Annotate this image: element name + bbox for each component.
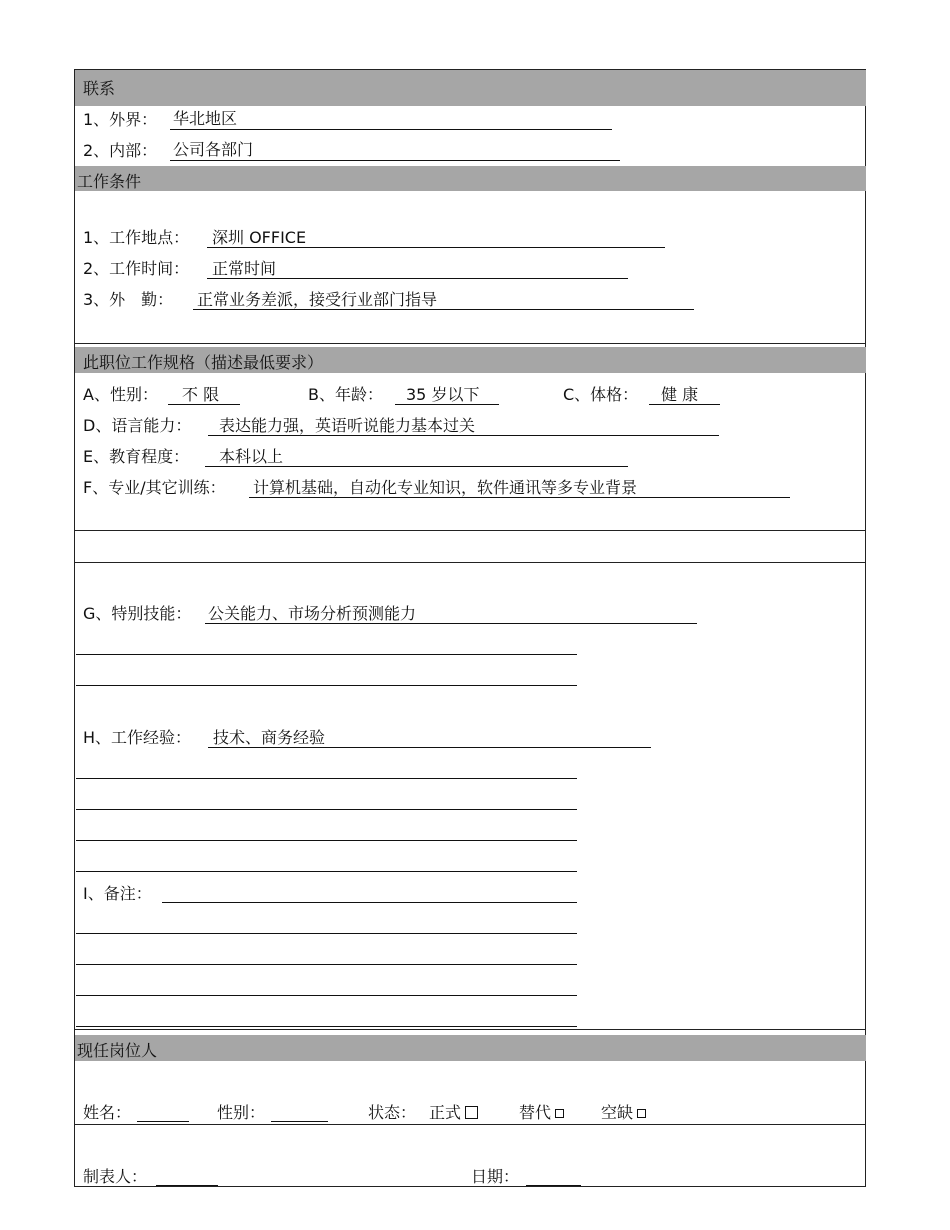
status-substitute-checkbox[interactable] — [555, 1109, 564, 1118]
preparer-label: 制表人： — [83, 1167, 148, 1186]
external-value: 华北地区 — [173, 109, 238, 128]
travel-label: 3、外 勤： — [83, 290, 174, 309]
date-field[interactable] — [526, 1185, 581, 1186]
experience-label: H、工作经验： — [83, 728, 192, 747]
training-value: 计算机基础，自动化专业知识，软件通讯等多专业背景 — [253, 478, 638, 497]
spec-heading: 此职位工作规格（描述最低要求） — [83, 353, 324, 372]
training-field[interactable] — [249, 497, 790, 498]
age-label: B、年龄： — [308, 385, 383, 404]
conditions-heading: 工作条件 — [77, 172, 142, 191]
name-field[interactable] — [137, 1121, 189, 1122]
skills-value: 公关能力、市场分析预测能力 — [208, 604, 417, 623]
experience-line[interactable] — [76, 871, 577, 872]
remarks-field[interactable] — [162, 902, 577, 903]
remarks-line[interactable] — [76, 995, 577, 996]
form-frame — [74, 69, 866, 1187]
skills-line[interactable] — [76, 685, 577, 686]
conditions-header — [75, 166, 866, 191]
incumbent-heading: 现任岗位人 — [77, 1041, 158, 1060]
language-value: 表达能力强，英语听说能力基本过关 — [219, 416, 476, 435]
status-vacant[interactable] — [601, 1104, 646, 1122]
travel-value: 正常业务差派，接受行业部门指导 — [197, 290, 438, 309]
physique-label: C、体格： — [563, 385, 639, 404]
divider — [75, 562, 866, 563]
physique-value: 健 康 — [661, 385, 699, 404]
internal-field[interactable] — [170, 160, 620, 161]
hours-field[interactable] — [207, 278, 628, 279]
age-value: 35 岁以下 — [406, 385, 480, 404]
hours-value: 正常时间 — [212, 259, 277, 278]
divider — [75, 1029, 866, 1030]
skills-field[interactable] — [205, 623, 697, 624]
experience-line[interactable] — [76, 809, 577, 810]
incumbent-gender-field[interactable] — [271, 1121, 328, 1122]
preparer-field[interactable] — [156, 1185, 218, 1186]
status-substitute-label: 替代 — [519, 1103, 552, 1122]
status-formal-checkbox[interactable] — [465, 1106, 478, 1119]
location-label: 1、工作地点： — [83, 228, 190, 247]
status-vacant-label: 空缺 — [601, 1103, 634, 1122]
contact-header — [75, 70, 866, 106]
date-label: 日期： — [471, 1167, 520, 1186]
external-field[interactable] — [170, 129, 612, 130]
age-field[interactable] — [395, 404, 499, 405]
external-label: 1、外界： — [83, 110, 158, 129]
gender-label: A、性别： — [83, 385, 158, 404]
status-formal[interactable] — [429, 1104, 478, 1122]
experience-line[interactable] — [76, 840, 577, 841]
experience-field[interactable] — [208, 747, 651, 748]
incumbent-header — [75, 1035, 866, 1061]
name-label: 姓名： — [83, 1103, 132, 1122]
divider — [75, 530, 866, 531]
language-field[interactable] — [208, 435, 719, 436]
internal-value: 公司各部门 — [173, 140, 254, 159]
remarks-line[interactable] — [76, 1026, 577, 1027]
skills-label: G、特别技能： — [83, 604, 192, 623]
remarks-label: I、备注： — [83, 884, 152, 903]
remarks-line[interactable] — [76, 964, 577, 965]
status-substitute[interactable] — [519, 1104, 564, 1122]
remarks-line[interactable] — [76, 933, 577, 934]
training-label: F、专业/其它训练： — [83, 478, 226, 497]
travel-field[interactable] — [193, 309, 694, 310]
location-field[interactable] — [207, 247, 665, 248]
status-vacant-checkbox[interactable] — [637, 1109, 646, 1118]
skills-line[interactable] — [76, 654, 577, 655]
physique-field[interactable] — [649, 404, 720, 405]
experience-value: 技术、商务经验 — [213, 728, 326, 747]
hours-label: 2、工作时间： — [83, 259, 190, 278]
divider — [75, 343, 866, 344]
contact-heading: 联系 — [83, 79, 116, 98]
internal-label: 2、内部： — [83, 141, 158, 160]
education-value: 本科以上 — [219, 447, 284, 466]
status-formal-label: 正式 — [429, 1103, 462, 1122]
status-label: 状态： — [368, 1103, 417, 1122]
divider — [75, 1124, 866, 1125]
education-label: E、教育程度： — [83, 447, 190, 466]
language-label: D、语言能力： — [83, 416, 192, 435]
education-field[interactable] — [205, 466, 628, 467]
location-value: 深圳 OFFICE — [212, 228, 307, 247]
gender-field[interactable] — [168, 404, 240, 405]
experience-line[interactable] — [76, 778, 577, 779]
incumbent-gender-label: 性别： — [217, 1103, 266, 1122]
gender-value: 不 限 — [182, 385, 220, 404]
